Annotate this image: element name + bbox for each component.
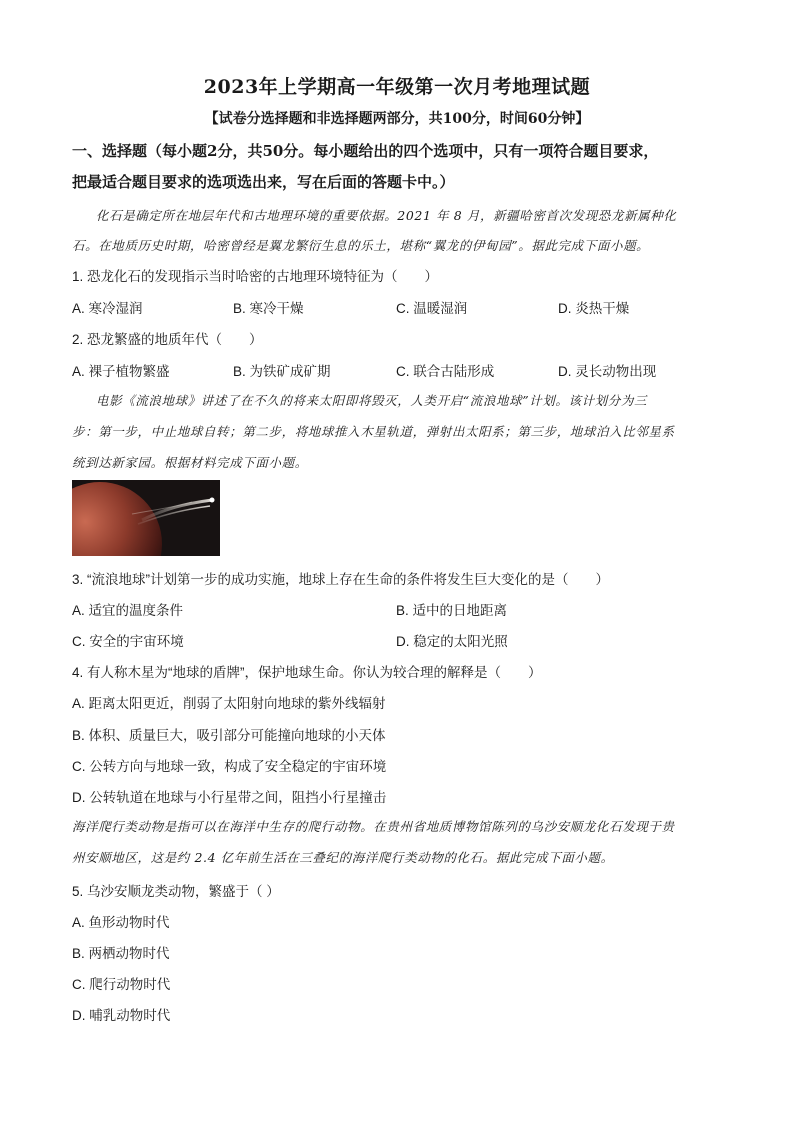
passage3-line1: 海洋爬行类动物是指可以在海洋中生存的爬行动物。在贵州省地质博物馆陈列的乌沙安顺龙化石发现于贵 — [72, 819, 675, 834]
question-3-option-d[interactable]: D. 稳定的太阳光照 — [396, 634, 508, 649]
question-4-option-d[interactable]: D. 公转轨道在地球与小行星带之间，阻挡小行星撞击 — [72, 790, 387, 805]
question-4-option-b[interactable]: B. 体积、质量巨大，吸引部分可能撞向地球的小天体 — [72, 728, 386, 743]
passage1-line2: 石。在地质历史时期，哈密曾经是翼龙繁衍生息的乐土，堪称“翼龙的伊甸园”。据此完成下面小题。 — [72, 238, 650, 253]
question-1-option-c[interactable]: C. 温暖湿润 — [396, 301, 468, 316]
question-2-option-c[interactable]: C. 联合古陆形成 — [396, 364, 495, 379]
passage1-line1: 化石是确定所在地层年代和古地理环境的重要依据。2021 年 8 月，新疆哈密首次发现恐龙新属种化 — [96, 208, 677, 223]
section-heading-line2: 把最适合题目要求的选项选出来，写在后面的答题卡中。） — [72, 173, 455, 191]
question-2-option-d[interactable]: D. 灵长动物出现 — [558, 364, 657, 379]
question-2-option-b[interactable]: B. 为铁矿成矿期 — [233, 364, 331, 379]
question-3-option-c[interactable]: C. 安全的宇宙环境 — [72, 634, 184, 649]
question-5-option-c[interactable]: C. 爬行动物时代 — [72, 977, 171, 992]
question-1-option-a[interactable]: A. 寒冷湿润 — [72, 301, 143, 316]
question-3-option-a[interactable]: A. 适宜的温度条件 — [72, 603, 184, 618]
section-heading-line1: 一、选择题（每小题2分，共50分。每小题给出的四个选项中，只有一项符合题目要求， — [72, 142, 659, 160]
question-1-option-d[interactable]: D. 炎热干燥 — [558, 301, 630, 316]
question-3-option-b[interactable]: B. 适中的日地距离 — [396, 603, 508, 618]
question-2-option-a[interactable]: A. 裸子植物繁盛 — [72, 364, 170, 379]
question-5-option-d[interactable]: D. 哺乳动物时代 — [72, 1008, 171, 1023]
exam-subtitle: 【试卷分选择题和非选择题两部分，共100分，时间60分钟】 — [204, 111, 590, 127]
question-3-stem: 3. “流浪地球”计划第一步的成功实施，地球上存在生命的条件将发生巨大变化的是（ ） — [72, 572, 609, 587]
question-5-option-b[interactable]: B. 两栖动物时代 — [72, 946, 170, 961]
question-4-option-a[interactable]: A. 距离太阳更近，削弱了太阳射向地球的紫外线辐射 — [72, 696, 386, 711]
passage2-line2: 步：第一步，中止地球自转；第二步，将地球推入木星轨道，弹射出太阳系；第三步，地球泊入比邻星系 — [72, 424, 675, 439]
planet-illustration — [72, 480, 220, 556]
passage2-line3: 统到达新家园。根据材料完成下面小题。 — [72, 455, 308, 470]
question-2-stem: 2. 恐龙繁盛的地质年代（ ） — [72, 332, 263, 347]
question-4-option-c[interactable]: C. 公转方向与地球一致，构成了安全稳定的宇宙环境 — [72, 759, 387, 774]
question-1-option-b[interactable]: B. 寒冷干燥 — [233, 301, 304, 316]
exam-title: 2023年上学期高一年级第一次月考地理试题 — [203, 76, 591, 98]
question-5-option-a[interactable]: A. 鱼形动物时代 — [72, 915, 170, 930]
passage2-line1: 电影《流浪地球》讲述了在不久的将来太阳即将毁灭，人类开启“流浪地球”计划。该计划分为三 — [96, 393, 648, 408]
question-4-stem: 4. 有人称木星为“地球的盾牌”，保护地球生命。你认为较合理的解释是（ ） — [72, 665, 542, 680]
question-5-stem: 5. 乌沙安顺龙类动物，繁盛于（ ） — [72, 884, 280, 899]
question-1-stem: 1. 恐龙化石的发现指示当时哈密的古地理环境特征为（ ） — [72, 269, 439, 284]
wandering-earth-image — [72, 480, 220, 556]
passage3-line2: 州安顺地区，这是约 2.4 亿年前生活在三叠纪的海洋爬行类动物的化石。据此完成下面小题。 — [72, 850, 614, 865]
